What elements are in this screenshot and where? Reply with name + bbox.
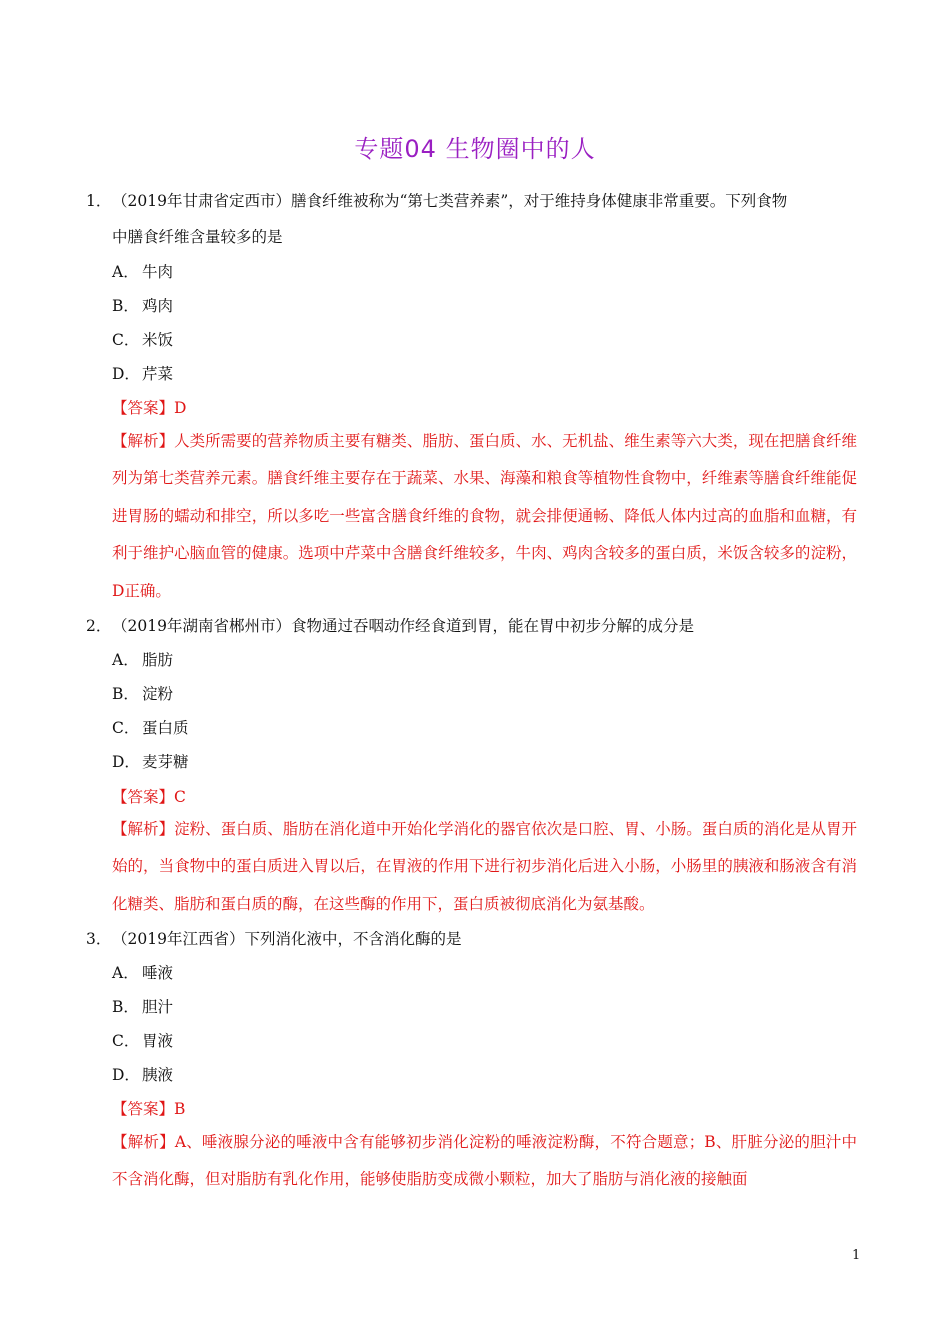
option-text: 胃液 <box>142 1032 174 1050</box>
option-text: 唾液 <box>142 964 174 982</box>
question-3-answer: 【答案】B <box>112 1100 186 1118</box>
option-text: 鸡肉 <box>142 297 174 315</box>
option-text: 麦芽糖 <box>142 753 189 771</box>
option-text: 蛋白质 <box>142 719 189 737</box>
option-letter: B． <box>112 685 139 703</box>
question-3-option-b <box>112 992 173 1022</box>
option-text: 淀粉 <box>142 685 174 703</box>
question-1-stem-line1: （2019年甘肃省定西市）膳食纤维被称为“第七类营养素”，对于维持身体健康非常重要。下列食物 <box>112 192 788 210</box>
option-letter: B． <box>112 998 139 1016</box>
question-3-stem-line1: （2019年江西省）下列消化液中，不含消化酶的是 <box>112 930 462 948</box>
question-2-stem <box>86 611 866 641</box>
question-1-analysis: 【解析】人类所需要的营养物质主要有糖类、脂肪、蛋白质、水、无机盐、维生素等六大类，现在把膳食纤维列为第七类营养元素。膳食纤维主要存在于蔬菜、水果、海藻和粮食等植物性食物中，纤维素等膳食纤维能促进胃肠的蠕动和排空，所以多吃一些富含膳食纤维的食物，就会排便通畅、降低人体内过高的血脂和血糖，有利于维护心脑血管的健康。选项中芹菜中含膳食纤维较多，牛肉、鸡肉含较多的蛋白质，米饭含较多的淀粉，D正确。 <box>112 432 857 600</box>
question-2-option-c <box>112 713 189 743</box>
question-1-option-c <box>112 325 173 355</box>
option-text: 胆汁 <box>142 998 174 1016</box>
option-text: 米饭 <box>142 331 174 349</box>
option-text: 牛肉 <box>142 263 174 281</box>
option-letter: D． <box>112 753 140 771</box>
option-letter: D． <box>112 1066 140 1084</box>
question-1-option-b <box>112 291 173 321</box>
question-2-number: 2． <box>86 617 112 635</box>
question-2-answer: 【答案】C <box>112 788 186 806</box>
option-letter: C． <box>112 331 140 349</box>
option-letter: C． <box>112 719 140 737</box>
question-3-stem <box>86 924 866 954</box>
question-2-analysis: 【解析】淀粉、蛋白质、脂肪在消化道中开始化学消化的器官依次是口腔、胃、小肠。蛋白质的消化是从胃开始的，当食物中的蛋白质进入胃以后，在胃液的作用下进行初步消化后进入小肠，小肠里的胰液和肠液含有消化糖类、脂肪和蛋白质的酶，在这些酶的作用下，蛋白质被彻底消化为氨基酸。 <box>112 820 857 913</box>
page-title: 专题04 生物圈中的人 <box>354 135 596 163</box>
question-3-number: 3． <box>86 930 112 948</box>
question-3-analysis: 【解析】A、唾液腺分泌的唾液中含有能够初步消化淀粉的唾液淀粉酶，不符合题意；B、肝脏分泌的胆汁中不含消化酶，但对脂肪有乳化作用，能够使脂肪变成微小颗粒，加大了脂肪与消化液的接触面 <box>112 1133 857 1189</box>
question-2-option-b <box>112 679 173 709</box>
question-1-answer: 【答案】D <box>112 399 187 417</box>
question-1-stem <box>86 186 866 216</box>
question-1-option-d <box>112 359 173 389</box>
option-text: 脂肪 <box>142 651 174 669</box>
option-letter: B． <box>112 297 139 315</box>
question-3-option-a <box>112 958 173 988</box>
option-text: 胰液 <box>142 1066 174 1084</box>
option-letter: A． <box>112 964 139 982</box>
question-2-stem-line1: （2019年湖南省郴州市）食物通过吞咽动作经食道到胃，能在胃中初步分解的成分是 <box>112 617 694 635</box>
question-2-option-d <box>112 747 189 777</box>
page-number: 1 <box>852 1248 861 1263</box>
question-1-option-a <box>112 257 173 287</box>
option-letter: A． <box>112 651 139 669</box>
option-letter: A． <box>112 263 139 281</box>
option-text: 芹菜 <box>142 365 174 383</box>
option-letter: C． <box>112 1032 140 1050</box>
question-3-option-c <box>112 1026 173 1056</box>
question-3-option-d <box>112 1060 173 1090</box>
question-1-number: 1． <box>86 192 112 210</box>
question-1-stem-line2: 中膳食纤维含量较多的是 <box>112 228 283 246</box>
option-letter: D． <box>112 365 140 383</box>
question-2-option-a <box>112 645 173 675</box>
